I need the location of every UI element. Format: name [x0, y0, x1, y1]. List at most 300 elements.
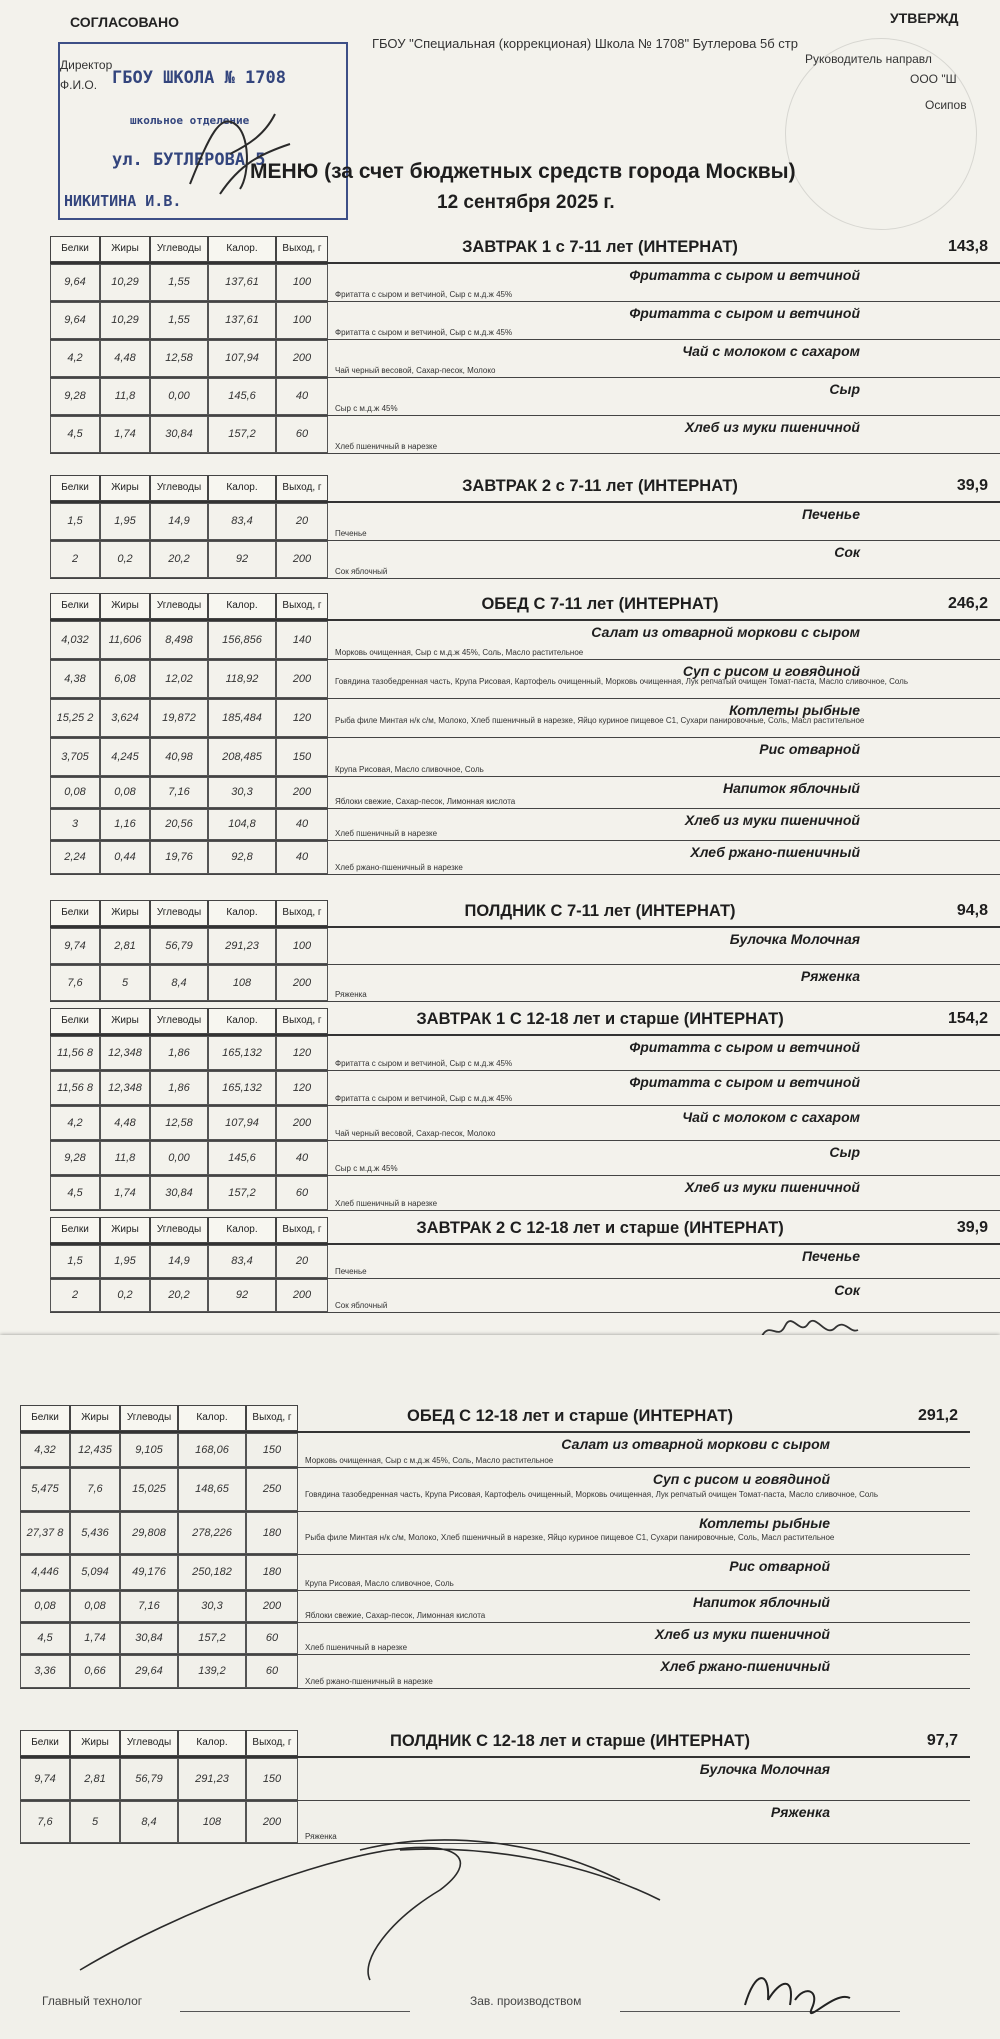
- nutrition-value: 145,6: [208, 1141, 276, 1175]
- menu-section: [50, 236, 1000, 454]
- nutrition-value: 200: [276, 965, 328, 1001]
- nutrition-value: 9,28: [50, 378, 100, 415]
- nutrition-value: 20,2: [150, 1279, 208, 1312]
- section-total-kcal: 39,9: [956, 477, 988, 494]
- nutrition-value: 12,348: [100, 1036, 150, 1070]
- dish-name: Хлеб из муки пшеничной: [654, 1626, 830, 1642]
- faint-round-stamp: [785, 38, 977, 230]
- nutrition-value: 92,8: [208, 841, 276, 874]
- dish-ingredients: Морковь очищенная, Сыр с м.д.ж 45%, Соль, Масло растительное: [305, 1456, 554, 1465]
- nutrition-value: 100: [276, 928, 328, 964]
- nutrition-value: 9,74: [20, 1758, 70, 1800]
- column-header: Калор.: [208, 1217, 276, 1243]
- nutrition-value: 5: [100, 965, 150, 1001]
- nutrition-value: 29,64: [120, 1655, 178, 1688]
- nutrition-value: 60: [276, 1176, 328, 1210]
- dish-name: Салат из отварной моркови с сыром: [591, 624, 860, 640]
- nutrition-value: 200: [276, 660, 328, 698]
- nutrition-value: 11,606: [100, 621, 150, 659]
- section-header: [50, 475, 1000, 503]
- menu-row: [20, 1623, 970, 1655]
- nutrition-value: 200: [276, 1279, 328, 1312]
- nutrition-value: 1,5: [50, 503, 100, 540]
- column-header: Жиры: [100, 593, 150, 619]
- menu-section: [50, 475, 1000, 579]
- nutrition-value: 2,81: [70, 1758, 120, 1800]
- nutrition-value: 200: [276, 777, 328, 808]
- dish-ingredients: Хлеб ржано-пшеничный в нарезке: [305, 1677, 433, 1686]
- nutrition-value: 11,56 8: [50, 1071, 100, 1105]
- dish-name: Фритатта с сыром и ветчиной: [629, 267, 860, 283]
- production-head-signature-icon: [740, 1960, 860, 2020]
- nutrition-value: 200: [246, 1801, 298, 1843]
- dish-ingredients: Фритатта с сыром и ветчиной, Сыр с м.д.ж 45%: [335, 328, 513, 337]
- dish-ingredients: Сок яблочный: [335, 567, 388, 576]
- nutrition-value: 6,08: [100, 660, 150, 698]
- dish-ingredients: Фритатта с сыром и ветчиной, Сыр с м.д.ж 45%: [335, 1059, 513, 1068]
- right-header-line-2: ООО "Ш: [910, 72, 957, 86]
- nutrition-value: 20,2: [150, 541, 208, 578]
- column-header: Выход, г: [276, 593, 328, 619]
- nutrition-value: 0,00: [150, 378, 208, 415]
- school-stamp: [58, 42, 348, 220]
- column-header: Белки: [50, 475, 100, 501]
- nutrition-value: 1,16: [100, 809, 150, 840]
- dish-ingredients: Яблоки свежие, Сахар-песок, Лимонная кислота: [335, 797, 516, 806]
- nutrition-value: 7,16: [150, 777, 208, 808]
- nutrition-value: 1,95: [100, 1245, 150, 1278]
- nutrition-value: 118,92: [208, 660, 276, 698]
- dish-name: Котлеты рыбные: [729, 702, 860, 718]
- nutrition-value: 250: [246, 1468, 298, 1511]
- nutrition-value: 0,66: [70, 1655, 120, 1688]
- school-name: ГБОУ "Специальная (коррекционая) Школа № 1708" Бутлерова 5б стр: [372, 36, 798, 51]
- nutrition-value: 104,8: [208, 809, 276, 840]
- column-header: Жиры: [70, 1405, 120, 1431]
- menu-row: [50, 1245, 1000, 1279]
- nutrition-value: 157,2: [208, 1176, 276, 1210]
- section-header: [50, 593, 1000, 621]
- nutrition-value: 0,08: [100, 777, 150, 808]
- nutrition-value: 12,02: [150, 660, 208, 698]
- column-header: Углеводы: [150, 475, 208, 501]
- nutrition-value: 120: [276, 1071, 328, 1105]
- column-header: Калор.: [178, 1730, 246, 1756]
- column-header: Белки: [50, 900, 100, 926]
- dish-ingredients: Сыр с м.д.ж 45%: [335, 404, 398, 413]
- menu-section: [50, 900, 1000, 1002]
- dish-name: Хлеб ржано-пшеничный: [690, 844, 860, 860]
- nutrition-value: 200: [246, 1591, 298, 1622]
- menu-row: [20, 1758, 970, 1801]
- nutrition-value: 0,00: [150, 1141, 208, 1175]
- section-title: ПОЛДНИК С 7-11 лет (ИНТЕРНАТ): [464, 902, 736, 920]
- menu-section: [50, 1217, 1000, 1313]
- menu-row: [50, 738, 1000, 777]
- dish-name: Фритатта с сыром и ветчиной: [629, 305, 860, 321]
- column-header: Углеводы: [150, 236, 208, 262]
- section-total-kcal: 94,8: [956, 902, 988, 919]
- fio-label: Ф.И.О.: [60, 78, 98, 92]
- nutrition-value: 12,58: [150, 340, 208, 377]
- nutrition-value: 156,856: [208, 621, 276, 659]
- nutrition-value: 12,435: [70, 1433, 120, 1467]
- dish-ingredients: Хлеб пшеничный в нарезке: [335, 829, 438, 838]
- right-header-line-1: Руководитель направл: [805, 52, 932, 66]
- dish-name: Чай с молоком с сахаром: [682, 343, 860, 359]
- section-title: ОБЕД С 7-11 лет (ИНТЕРНАТ): [481, 595, 719, 613]
- nutrition-value: 9,74: [50, 928, 100, 964]
- dish-ingredients: Сыр с м.д.ж 45%: [335, 1164, 398, 1173]
- dish-name: Котлеты рыбные: [699, 1515, 830, 1531]
- nutrition-value: 107,94: [208, 1106, 276, 1140]
- nutrition-value: 0,44: [100, 841, 150, 874]
- dish-ingredients: Хлеб пшеничный в нарезке: [335, 1199, 438, 1208]
- nutrition-value: 5,436: [70, 1512, 120, 1554]
- nutrition-value: 7,16: [120, 1591, 178, 1622]
- nutrition-value: 11,8: [100, 378, 150, 415]
- column-header: Выход, г: [276, 1217, 328, 1243]
- nutrition-value: 100: [276, 302, 328, 339]
- footer-large-signature-icon: [60, 1820, 680, 1990]
- column-header: Калор.: [208, 236, 276, 262]
- dish-name: Булочка Молочная: [729, 931, 860, 947]
- nutrition-value: 1,55: [150, 264, 208, 301]
- menu-row: [20, 1468, 970, 1512]
- nutrition-value: 9,64: [50, 264, 100, 301]
- menu-row: [50, 1106, 1000, 1141]
- section-total-kcal: 143,8: [947, 238, 988, 255]
- dish-name: Фритатта с сыром и ветчиной: [629, 1074, 860, 1090]
- menu-row: [50, 1141, 1000, 1176]
- menu-row: [50, 302, 1000, 340]
- column-header: Углеводы: [150, 1217, 208, 1243]
- dish-ingredients: Хлеб ржано-пшеничный в нарезке: [335, 863, 463, 872]
- nutrition-value: 20,56: [150, 809, 208, 840]
- nutrition-value: 5,094: [70, 1555, 120, 1590]
- nutrition-value: 29,808: [120, 1512, 178, 1554]
- nutrition-value: 15,25 2: [50, 699, 100, 737]
- column-header: Калор.: [208, 900, 276, 926]
- nutrition-value: 4,5: [50, 416, 100, 453]
- nutrition-value: 4,5: [20, 1623, 70, 1654]
- column-header: Калор.: [208, 1008, 276, 1034]
- nutrition-value: 14,9: [150, 1245, 208, 1278]
- dish-name: Суп с рисом и говядиной: [682, 663, 860, 679]
- nutrition-value: 137,61: [208, 264, 276, 301]
- column-header: Белки: [50, 1008, 100, 1034]
- nutrition-value: 56,79: [120, 1758, 178, 1800]
- menu-section: [20, 1405, 970, 1689]
- nutrition-value: 108: [208, 965, 276, 1001]
- nutrition-value: 8,4: [120, 1801, 178, 1843]
- nutrition-value: 140: [276, 621, 328, 659]
- nutrition-value: 60: [276, 416, 328, 453]
- column-header: Белки: [20, 1405, 70, 1431]
- column-header: Белки: [50, 593, 100, 619]
- dish-name: Булочка Молочная: [699, 1761, 830, 1777]
- column-header: Калор.: [178, 1405, 246, 1431]
- nutrition-value: 3,624: [100, 699, 150, 737]
- nutrition-value: 27,37 8: [20, 1512, 70, 1554]
- nutrition-value: 0,08: [70, 1591, 120, 1622]
- nutrition-value: 4,38: [50, 660, 100, 698]
- nutrition-value: 40: [276, 1141, 328, 1175]
- nutrition-value: 1,95: [100, 503, 150, 540]
- nutrition-value: 278,226: [178, 1512, 246, 1554]
- nutrition-value: 40: [276, 841, 328, 874]
- section-total-kcal: 291,2: [917, 1407, 958, 1424]
- dish-name: Сок: [834, 544, 860, 560]
- approved-right-label: УТВЕРЖД: [890, 10, 959, 26]
- nutrition-value: 19,872: [150, 699, 208, 737]
- nutrition-value: 40: [276, 809, 328, 840]
- dish-name: Хлеб из муки пшеничной: [684, 1179, 860, 1195]
- menu-row: [50, 841, 1000, 875]
- nutrition-value: 7,6: [20, 1801, 70, 1843]
- column-header: Выход, г: [276, 1008, 328, 1034]
- nutrition-value: 20: [276, 503, 328, 540]
- menu-row: [50, 340, 1000, 378]
- dish-ingredients: Говядина тазобедренная часть, Крупа Рисовая, Картофель очищенный, Морковь очищенная, Лук репчатый очищен Томат-паста, Масло сливочное, Соль: [335, 677, 908, 686]
- nutrition-value: 168,06: [178, 1433, 246, 1467]
- dish-ingredients: Хлеб пшеничный в нарезке: [335, 442, 438, 451]
- dish-ingredients: Фритатта с сыром и ветчиной, Сыр с м.д.ж 45%: [335, 290, 513, 299]
- nutrition-value: 4,5: [50, 1176, 100, 1210]
- section-header: [50, 236, 1000, 264]
- menu-row: [50, 416, 1000, 454]
- section-total-kcal: 97,7: [926, 1732, 958, 1749]
- menu-row: [50, 777, 1000, 809]
- menu-row: [20, 1512, 970, 1555]
- section-title: ОБЕД С 12-18 лет и старше (ИНТЕРНАТ): [407, 1407, 733, 1425]
- menu-row: [50, 503, 1000, 541]
- dish-ingredients: Рыба филе Минтая н/к с/м, Молоко, Хлеб пшеничный в нарезке, Яйцо куриное пищевое С1, Сухари панировочные, Соль, Масл растительное: [305, 1533, 835, 1542]
- nutrition-value: 1,55: [150, 302, 208, 339]
- nutrition-value: 100: [276, 264, 328, 301]
- nutrition-value: 157,2: [208, 416, 276, 453]
- nutrition-value: 4,32: [20, 1433, 70, 1467]
- section-title: ЗАВТРАК 1 С 12-18 лет и старше (ИНТЕРНАТ): [416, 1010, 784, 1028]
- section-header: [20, 1730, 970, 1758]
- dish-name: Хлеб ржано-пшеничный: [660, 1658, 830, 1674]
- nutrition-value: 2,24: [50, 841, 100, 874]
- menu-row: [50, 699, 1000, 738]
- dish-name: Напиток яблочный: [692, 1594, 830, 1610]
- section-title: ЗАВТРАК 1 с 7-11 лет (ИНТЕРНАТ): [462, 238, 738, 256]
- nutrition-value: 137,61: [208, 302, 276, 339]
- nutrition-value: 30,84: [120, 1623, 178, 1654]
- nutrition-value: 40,98: [150, 738, 208, 776]
- menu-row: [20, 1591, 970, 1623]
- column-header: Калор.: [208, 593, 276, 619]
- column-header: Выход, г: [276, 475, 328, 501]
- nutrition-value: 4,2: [50, 340, 100, 377]
- nutrition-value: 4,245: [100, 738, 150, 776]
- column-header: Белки: [50, 236, 100, 262]
- nutrition-value: 3: [50, 809, 100, 840]
- column-header: Выход, г: [246, 1405, 298, 1431]
- nutrition-value: 208,485: [208, 738, 276, 776]
- dish-name: Хлеб из муки пшеничной: [684, 419, 860, 435]
- menu-section: [50, 593, 1000, 875]
- nutrition-value: 30,3: [178, 1591, 246, 1622]
- dish-name: Рис отварной: [759, 741, 860, 757]
- column-header: Выход, г: [246, 1730, 298, 1756]
- dish-name: Чай с молоком с сахаром: [682, 1109, 860, 1125]
- menu-row: [20, 1555, 970, 1591]
- menu-row: [50, 264, 1000, 302]
- nutrition-value: 180: [246, 1512, 298, 1554]
- nutrition-value: 7,6: [70, 1468, 120, 1511]
- section-total-kcal: 154,2: [947, 1010, 988, 1027]
- nutrition-value: 148,65: [178, 1468, 246, 1511]
- nutrition-value: 0,2: [100, 1279, 150, 1312]
- nutrition-value: 4,48: [100, 1106, 150, 1140]
- nutrition-value: 0,08: [50, 777, 100, 808]
- menu-row: [20, 1655, 970, 1689]
- dish-ingredients: Крупа Рисовая, Масло сливочное, Соль: [335, 765, 484, 774]
- nutrition-value: 108: [178, 1801, 246, 1843]
- nutrition-value: 139,2: [178, 1655, 246, 1688]
- nutrition-value: 83,4: [208, 503, 276, 540]
- dish-name: Печенье: [801, 1248, 860, 1264]
- dish-name: Ряженка: [770, 1804, 830, 1820]
- stamp-line-4: НИКИТИНА И.В.: [64, 192, 182, 210]
- nutrition-value: 200: [276, 1106, 328, 1140]
- dish-name: Ряженка: [800, 968, 860, 984]
- director-label: Директор: [60, 58, 113, 72]
- column-header: Углеводы: [120, 1405, 178, 1431]
- section-title: ПОЛДНИК С 12-18 лет и старше (ИНТЕРНАТ): [390, 1732, 750, 1750]
- menu-row: [20, 1433, 970, 1468]
- nutrition-value: 2: [50, 541, 100, 578]
- nutrition-value: 150: [246, 1433, 298, 1467]
- section-total-kcal: 246,2: [947, 595, 988, 612]
- dish-name: Рис отварной: [729, 1558, 830, 1574]
- menu-row: [50, 541, 1000, 579]
- chief-technologist-signature-line: [180, 2011, 410, 2012]
- dish-ingredients: Печенье: [335, 529, 367, 538]
- nutrition-value: 56,79: [150, 928, 208, 964]
- nutrition-value: 4,032: [50, 621, 100, 659]
- nutrition-value: 20: [276, 1245, 328, 1278]
- dish-ingredients: Чай черный весовой, Сахар-песок, Молоко: [335, 1129, 496, 1138]
- column-header: Углеводы: [150, 1008, 208, 1034]
- nutrition-value: 0,08: [20, 1591, 70, 1622]
- nutrition-value: 0,2: [100, 541, 150, 578]
- nutrition-value: 2: [50, 1279, 100, 1312]
- nutrition-value: 19,76: [150, 841, 208, 874]
- nutrition-value: 1,74: [100, 1176, 150, 1210]
- menu-row: [50, 1036, 1000, 1071]
- nutrition-value: 92: [208, 541, 276, 578]
- nutrition-value: 92: [208, 1279, 276, 1312]
- dish-name: Салат из отварной моркови с сыром: [561, 1436, 830, 1452]
- menu-row: [50, 660, 1000, 699]
- dish-ingredients: Фритатта с сыром и ветчиной, Сыр с м.д.ж 45%: [335, 1094, 513, 1103]
- nutrition-value: 157,2: [178, 1623, 246, 1654]
- column-header: Углеводы: [150, 900, 208, 926]
- nutrition-value: 60: [246, 1655, 298, 1688]
- section-header: [50, 900, 1000, 928]
- nutrition-value: 9,28: [50, 1141, 100, 1175]
- nutrition-value: 40: [276, 378, 328, 415]
- dish-ingredients: Говядина тазобедренная часть, Крупа Рисовая, Картофель очищенный, Морковь очищенная, Лук репчатый очищен Томат-паста, Масло сливочное, Соль: [305, 1490, 878, 1499]
- nutrition-value: 291,23: [208, 928, 276, 964]
- dish-ingredients: Чай черный весовой, Сахар-песок, Молоко: [335, 366, 496, 375]
- menu-row: [50, 1279, 1000, 1313]
- nutrition-value: 250,182: [178, 1555, 246, 1590]
- nutrition-value: 150: [246, 1758, 298, 1800]
- nutrition-value: 12,58: [150, 1106, 208, 1140]
- nutrition-value: 150: [276, 738, 328, 776]
- stamp-line-1: ГБОУ ШКОЛА № 1708: [112, 68, 286, 88]
- nutrition-value: 12,348: [100, 1071, 150, 1105]
- menu-date: 12 сентября 2025 г.: [437, 192, 615, 213]
- nutrition-value: 1,5: [50, 1245, 100, 1278]
- nutrition-value: 145,6: [208, 378, 276, 415]
- nutrition-value: 200: [276, 541, 328, 578]
- nutrition-value: 1,86: [150, 1071, 208, 1105]
- nutrition-value: 3,705: [50, 738, 100, 776]
- nutrition-value: 8,4: [150, 965, 208, 1001]
- column-header: Белки: [20, 1730, 70, 1756]
- nutrition-value: 9,64: [50, 302, 100, 339]
- menu-row: [50, 1071, 1000, 1106]
- dish-ingredients: Ряженка: [305, 1832, 337, 1841]
- nutrition-value: 3,36: [20, 1655, 70, 1688]
- nutrition-value: 15,025: [120, 1468, 178, 1511]
- nutrition-value: 165,132: [208, 1071, 276, 1105]
- director-signature-icon: [180, 94, 300, 204]
- dish-ingredients: Сок яблочный: [335, 1301, 388, 1310]
- right-header-line-3: Осипов: [925, 98, 967, 112]
- nutrition-value: 4,2: [50, 1106, 100, 1140]
- dish-ingredients: Печенье: [335, 1267, 367, 1276]
- dish-name: Сыр: [829, 1144, 860, 1160]
- dish-ingredients: Крупа Рисовая, Масло сливочное, Соль: [305, 1579, 454, 1588]
- nutrition-value: 107,94: [208, 340, 276, 377]
- nutrition-value: 7,6: [50, 965, 100, 1001]
- nutrition-value: 200: [276, 340, 328, 377]
- column-header: Углеводы: [120, 1730, 178, 1756]
- nutrition-value: 120: [276, 1036, 328, 1070]
- menu-row: [50, 965, 1000, 1002]
- nutrition-value: 4,446: [20, 1555, 70, 1590]
- column-header: Выход, г: [276, 900, 328, 926]
- nutrition-value: 8,498: [150, 621, 208, 659]
- nutrition-value: 9,105: [120, 1433, 178, 1467]
- dish-name: Сыр: [829, 381, 860, 397]
- section-header: [50, 1217, 1000, 1245]
- nutrition-value: 11,8: [100, 1141, 150, 1175]
- dish-ingredients: Яблоки свежие, Сахар-песок, Лимонная кислота: [305, 1611, 486, 1620]
- nutrition-value: 180: [246, 1555, 298, 1590]
- stamp-line-2: школьное отделение: [130, 114, 250, 127]
- dish-name: Напиток яблочный: [722, 780, 860, 796]
- nutrition-value: 5: [70, 1801, 120, 1843]
- column-header: Белки: [50, 1217, 100, 1243]
- chief-technologist-label: Главный технолог: [42, 1994, 143, 2008]
- dish-name: Хлеб из муки пшеничной: [684, 812, 860, 828]
- nutrition-value: 49,176: [120, 1555, 178, 1590]
- section-title: ЗАВТРАК 2 С 12-18 лет и старше (ИНТЕРНАТ): [416, 1219, 784, 1237]
- column-header: Жиры: [100, 475, 150, 501]
- nutrition-value: 30,3: [208, 777, 276, 808]
- nutrition-value: 4,48: [100, 340, 150, 377]
- nutrition-value: 10,29: [100, 302, 150, 339]
